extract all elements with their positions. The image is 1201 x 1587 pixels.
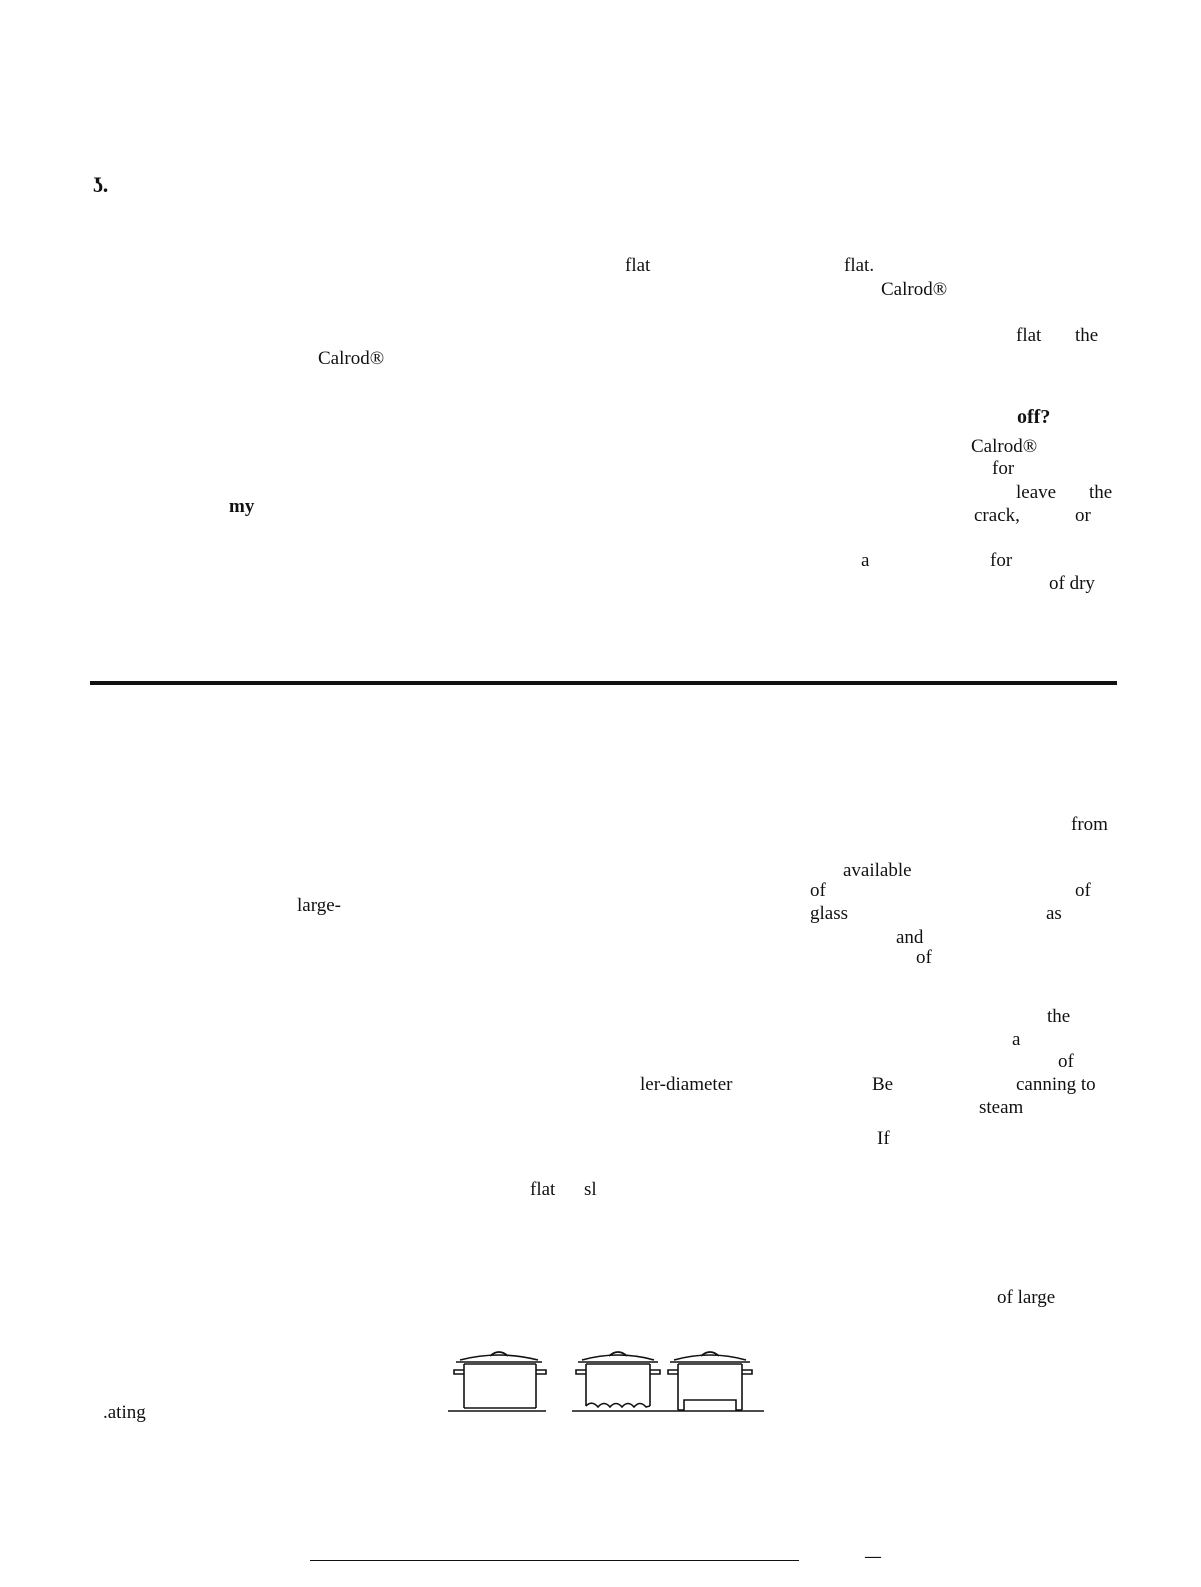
text-fragment: my bbox=[229, 496, 255, 517]
text-fragment: flat. bbox=[844, 255, 875, 276]
text-fragment: for bbox=[992, 458, 1015, 479]
text-fragment: available bbox=[843, 860, 912, 881]
text-fragment: the bbox=[1075, 325, 1099, 346]
text-fragment: of dry bbox=[1049, 573, 1095, 594]
text-fragment: flat bbox=[625, 255, 651, 276]
footer-mark: — bbox=[865, 1548, 881, 1565]
text-fragment: off? bbox=[1017, 406, 1051, 428]
text-fragment: for bbox=[990, 550, 1013, 571]
cookware-illustration bbox=[446, 1350, 766, 1416]
text-fragment: a bbox=[861, 550, 870, 571]
text-fragment: the bbox=[1047, 1006, 1071, 1027]
text-fragment: crack, bbox=[974, 505, 1020, 526]
warped-bottom-pot-icon bbox=[576, 1352, 660, 1407]
text-fragment: as bbox=[1046, 903, 1062, 924]
text-fragment: canning to bbox=[1016, 1074, 1096, 1095]
flat-bottom-pot-icon bbox=[454, 1352, 546, 1408]
text-fragment: from bbox=[1071, 814, 1108, 835]
text-fragment: .ating bbox=[103, 1402, 146, 1423]
footer-rule bbox=[310, 1560, 799, 1561]
text-fragment: of bbox=[1058, 1051, 1074, 1072]
text-fragment: the bbox=[1089, 482, 1113, 503]
text-fragment: glass bbox=[810, 903, 848, 924]
text-fragment: and bbox=[896, 927, 924, 948]
text-fragment: steam bbox=[979, 1097, 1024, 1118]
section-divider bbox=[90, 681, 1117, 685]
text-fragment: of bbox=[916, 947, 932, 968]
ridged-bottom-pot-icon bbox=[668, 1352, 752, 1410]
text-fragment: Calrod® bbox=[881, 279, 948, 300]
text-fragment: of large bbox=[997, 1287, 1056, 1308]
text-fragment: flat bbox=[1016, 325, 1042, 346]
text-fragment: a bbox=[1012, 1029, 1021, 1050]
text-fragment: of bbox=[1075, 880, 1091, 901]
text-fragment: ler-diameter bbox=[640, 1074, 733, 1095]
text-fragment: If bbox=[877, 1128, 890, 1149]
text-fragment: Calrod® bbox=[318, 348, 385, 369]
text-fragment: of bbox=[810, 880, 826, 901]
text-fragment: leave bbox=[1016, 482, 1057, 503]
text-fragment: flat bbox=[530, 1179, 556, 1200]
text-fragment: Be bbox=[872, 1074, 894, 1095]
text-fragment: or bbox=[1075, 505, 1091, 526]
text-fragment: Calrod® bbox=[971, 436, 1038, 457]
text-fragment: sl bbox=[584, 1179, 597, 1200]
text-fragment: large- bbox=[297, 895, 341, 916]
corner-glyph: ʖ. bbox=[93, 172, 109, 197]
